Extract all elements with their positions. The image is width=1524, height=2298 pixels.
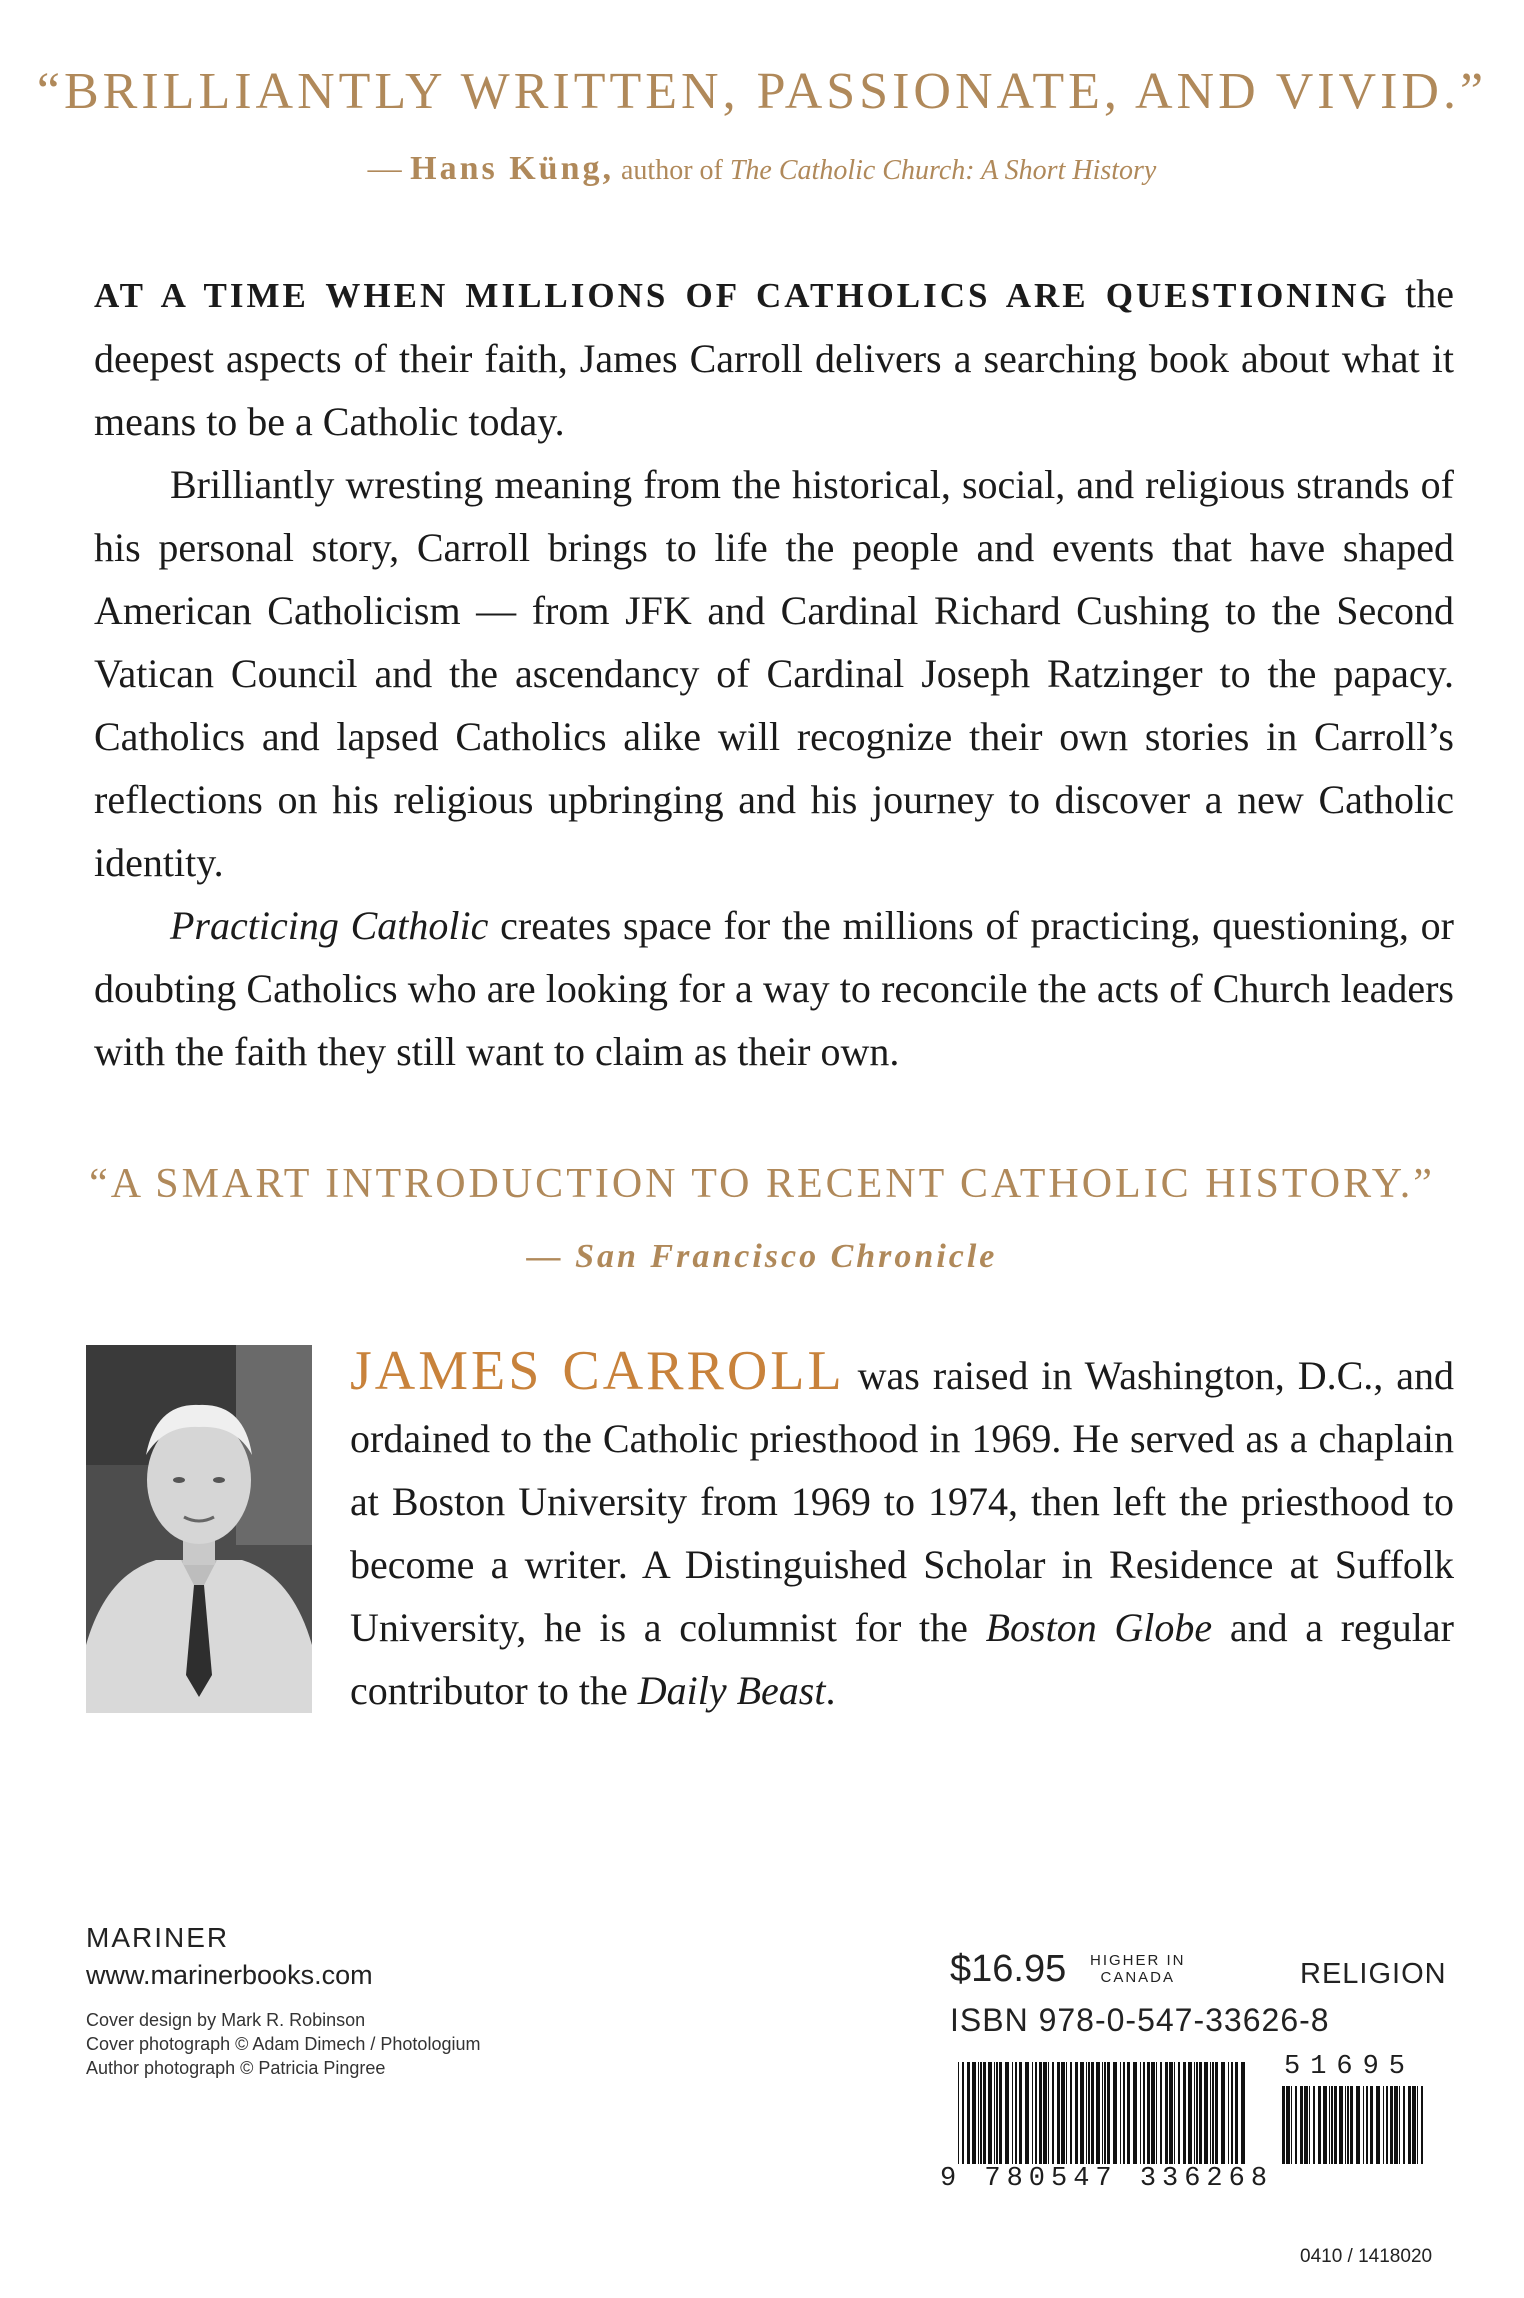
attribution-book-title: The Catholic Church: A Short History: [729, 155, 1157, 186]
print-code: 0410 / 1418020: [1300, 2246, 1433, 2267]
publisher-website: www.marinerbooks.com: [86, 1960, 373, 1990]
attribution-name: Hans Küng,: [410, 150, 614, 187]
bio-text-2: and a regular contributor to the: [350, 1605, 1454, 1713]
credit-author-photo: Author photograph © Patricia Pingree: [86, 2058, 386, 2078]
credit-cover-photo: Cover photograph © Adam Dimech / Photologium: [86, 2034, 481, 2054]
description-para-3-text: creates space for the millions of practicing, questioning, or doubting Catholics who are looking for a way to reconcile the acts of Church leaders with the faith they still want to claim as their own.: [94, 903, 1454, 1074]
top-quote: “BRILLIANTLY WRITTEN, PASSIONATE, AND VIVID.”: [36, 63, 1488, 120]
price-note-line-1: HIGHER IN: [1090, 1952, 1186, 1969]
description-para-3: [94, 894, 1454, 1083]
author-bio: [350, 1340, 1454, 1722]
author-photo: [86, 1345, 312, 1713]
category: RELIGION: [1300, 1958, 1447, 1990]
bio-text-1: was raised in Washington, D.C., and ordained to the Catholic priesthood in 1969. He served as a chaplain at Boston University from 1969 to 1974, then left the priesthood to become a writer. A Distinguished Scholar in Residence at Suffolk University, he is a columnist for the: [350, 1353, 1454, 1650]
barcode-digits: 9 780547 336268: [940, 2164, 1274, 2194]
credit-cover-design: Cover design by Mark R. Robinson: [86, 2010, 366, 2030]
author-photo-illustration: [86, 1345, 312, 1713]
isbn: ISBN 978-0-547-33626-8: [950, 2002, 1330, 2038]
description-para-1-text: the deepest aspects of their faith, James Carroll delivers a searching book about what it means to be a Catholic today.: [94, 271, 1454, 444]
price: $16.95: [950, 1948, 1067, 1990]
publication-boston-globe: Boston Globe: [985, 1605, 1213, 1650]
book-title: Practicing Catholic: [170, 903, 489, 948]
top-quote-attribution: [0, 150, 1524, 188]
attribution-author-of: author of: [614, 155, 730, 186]
publisher-name: MARINER: [86, 1922, 230, 1953]
description-para-1: [94, 262, 1454, 453]
price-addon-barcode: [1280, 2086, 1428, 2164]
description-lead: AT A TIME WHEN MILLIONS OF CATHOLICS ARE QUESTIONING: [94, 276, 1390, 315]
price-note: [1090, 1952, 1186, 1986]
author-name: JAMES CARROLL: [350, 1340, 845, 1402]
attribution-dash: —: [367, 150, 411, 187]
middle-quote: “A SMART INTRODUCTION TO RECENT CATHOLIC HISTORY.”: [89, 1161, 1435, 1207]
bio-text-3: .: [825, 1668, 836, 1713]
description-para-2: Brilliantly wresting meaning from the historical, social, and religious strands of his personal story, Carroll brings to life the people and events that have shaped American Catholicism — from JFK and Cardinal Richard Cushing to the Second Vatican Council and the ascendancy of Cardinal Joseph Ratzinger to the papacy. Catholics and lapsed Catholics alike will recognize their own stories in Carroll’s reflections on his religious upbringing and his journey to discover a new Catholic identity.: [94, 462, 1454, 885]
isbn-barcode: [956, 2062, 1246, 2164]
description: [94, 262, 1454, 1083]
addon-barcode-digits: 51695: [1284, 2052, 1416, 2082]
publication-daily-beast: Daily Beast: [637, 1668, 826, 1713]
price-note-line-2: CANADA: [1100, 1969, 1176, 1986]
middle-quote-attribution: — San Francisco Chronicle: [526, 1238, 998, 1275]
